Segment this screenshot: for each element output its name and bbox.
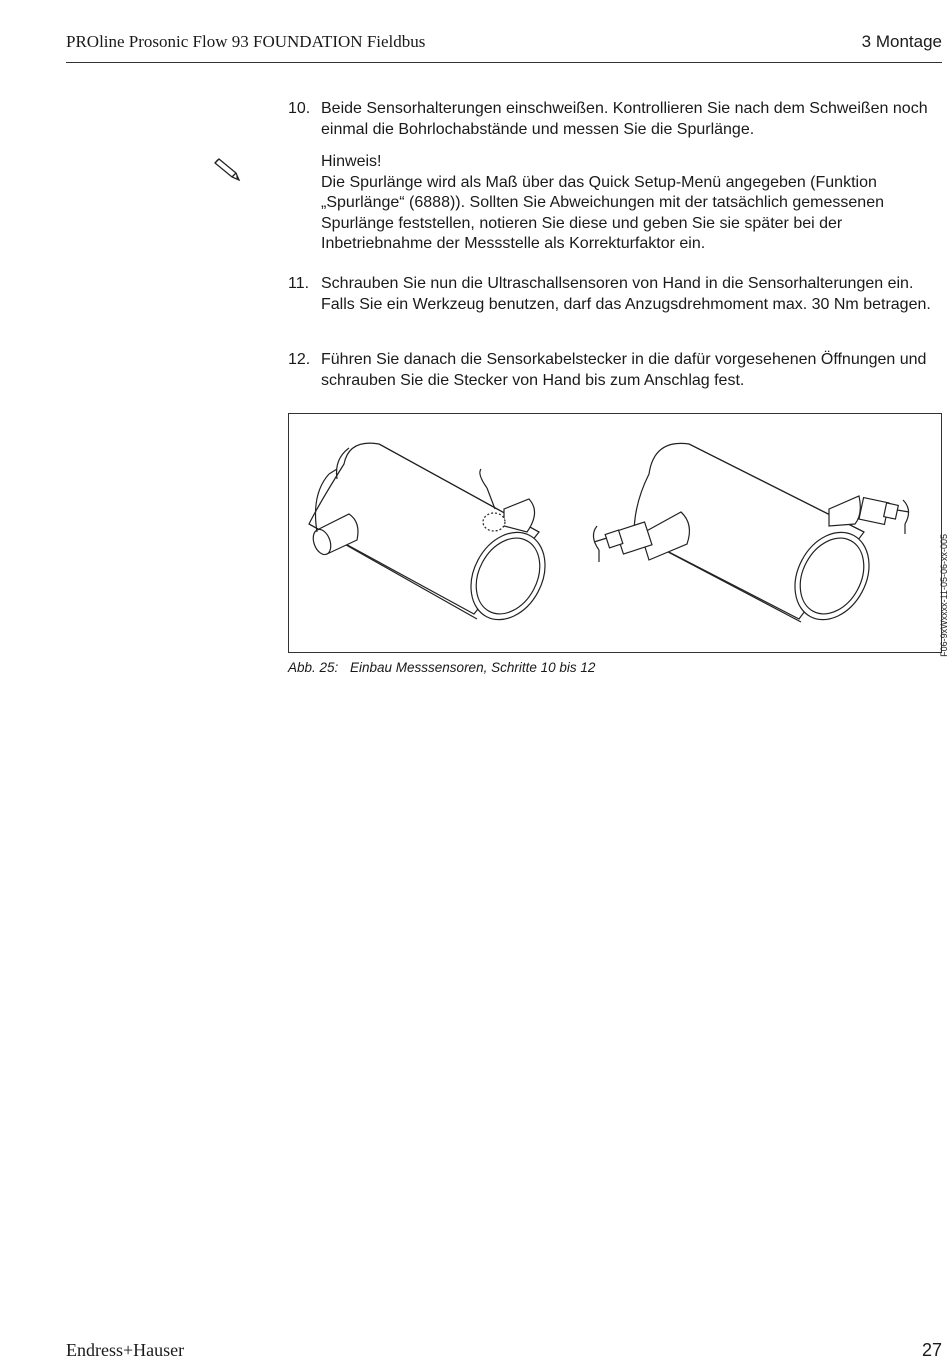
step-text: Führen Sie danach die Sensorkabelstecker in die dafür vorgesehenen Öffnungen und schrauben Sie die Stecker von Hand bis zum Anschlag fest. xyxy=(321,351,927,389)
sensor-holder-left-2 xyxy=(480,469,535,532)
figure-id: F06-9xWxxxx-11-05-06-xx-005 xyxy=(939,534,949,657)
figure-caption xyxy=(288,660,595,675)
figure-sensor-installation xyxy=(288,413,949,657)
note-text: Die Spurlänge wird als Maß über das Quick Setup-Menü angegeben (Funktion „Spurlänge“ (6888)). Sollten Sie Abweichungen mit der tatsächlich gemessenen Spurlänge feststellen, notieren Sie diese und geben Sie sie später bei der Inbetriebnahme der Messstelle als Korrekturfaktor ein. xyxy=(321,173,884,252)
page-header xyxy=(66,32,942,63)
step-number: 11. xyxy=(288,275,310,292)
step-12 xyxy=(288,350,942,391)
step-10 xyxy=(288,99,942,140)
step-number: 10. xyxy=(288,100,311,117)
step-number: 12. xyxy=(288,351,311,368)
caption-label: Abb. 25: xyxy=(288,660,339,675)
section-title: 3 Montage xyxy=(861,32,942,51)
caption-text: Einbau Messsensoren, Schritte 10 bis 12 xyxy=(350,660,596,675)
step-text: Beide Sensorhalterungen einschweißen. Kontrollieren Sie nach dem Schweißen noch einmal die Bohrlochabstände und messen Sie die Spurlänge. xyxy=(321,100,928,138)
document-title: PROline Prosonic Flow 93 FOUNDATION Fieldbus xyxy=(66,32,426,51)
note-heading: Hinweis! xyxy=(321,153,382,170)
note-box xyxy=(321,152,941,255)
brand-logo-text: Endress+Hauser xyxy=(66,1340,185,1360)
step-text: Schrauben Sie nun die Ultraschallsensoren von Hand in die Sensorhalterungen ein. Falls Sie ein Werkzeug benutzen, darf das Anzugsdrehmoment max. 30 Nm betragen. xyxy=(321,275,931,313)
page-number: 27 xyxy=(921,1340,942,1360)
pencil-icon xyxy=(214,157,242,183)
pipe-illustration xyxy=(289,414,941,652)
step-11 xyxy=(288,274,942,315)
